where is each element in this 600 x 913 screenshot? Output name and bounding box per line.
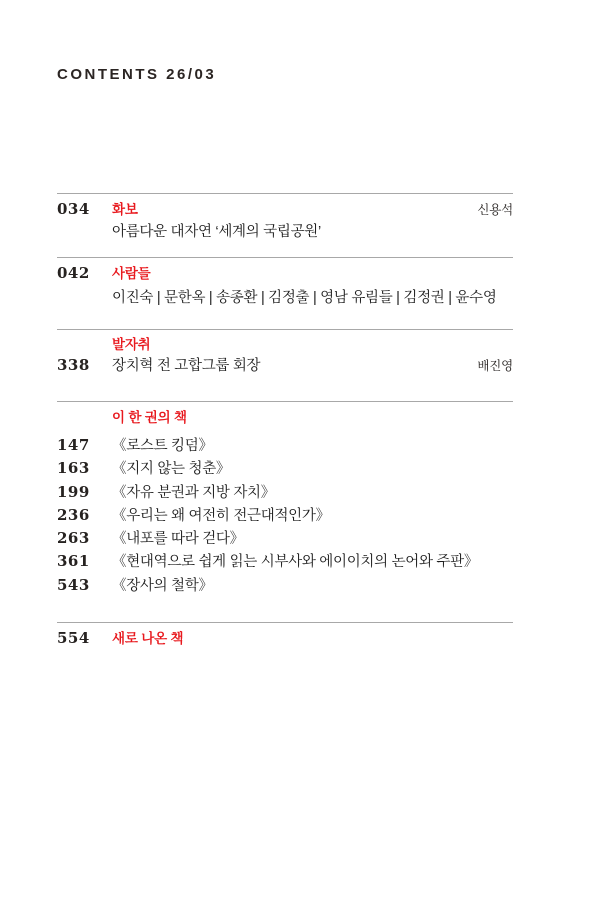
category-label: 사람들 <box>112 266 151 281</box>
category-label: 발자취 <box>112 337 151 352</box>
page-number: 338 <box>57 356 90 374</box>
book-page-number: 543 <box>57 575 90 594</box>
book-list <box>57 434 513 597</box>
book-title: 《우리는 왜 여전히 전근대적인가》 <box>112 507 330 524</box>
book-row <box>57 574 513 597</box>
category-label: 새로 나온 책 <box>112 631 184 646</box>
section-footsteps <box>57 329 513 376</box>
book-row <box>57 504 513 527</box>
book-page-number: 263 <box>57 529 90 548</box>
book-title: 《로스트 킹덤》 <box>112 438 213 454</box>
book-title: 《장사의 철학》 <box>112 577 213 594</box>
entry-row <box>57 409 513 426</box>
entry-row <box>57 222 513 242</box>
book-row <box>57 527 513 550</box>
entry-title: 아름다운 대자연 ‘세계의 국립공원’ <box>112 224 321 240</box>
book-title: 《지지 않는 청춘》 <box>112 461 231 478</box>
entry-row <box>57 336 513 353</box>
book-row <box>57 457 513 480</box>
book-row <box>57 550 513 573</box>
book-title: 《현대역으로 쉽게 읽는 시부사와 에이이치의 논어와 주판》 <box>112 554 479 571</box>
author-name: 신용석 <box>477 203 513 217</box>
book-title: 《자유 분권과 지방 자치》 <box>112 484 275 501</box>
entry-row <box>57 263 513 284</box>
book-row <box>57 434 513 457</box>
book-page-number: 236 <box>57 505 90 524</box>
entry-row <box>57 199 513 220</box>
page-title: CONTENTS 26/03 <box>57 66 217 83</box>
people-names: 이진숙 | 문한옥 | 송종환 | 김정출 | 영남 유림들 | 김정권 | 윤수영 <box>112 290 497 306</box>
page-number: 554 <box>57 629 90 647</box>
section-books <box>57 401 513 597</box>
entry-title: 장치혁 전 고합그룹 회장 <box>112 358 261 374</box>
section-people <box>57 257 513 308</box>
section-new-books <box>57 622 513 649</box>
entry-row <box>57 355 513 376</box>
book-row <box>57 481 513 504</box>
author-name: 배진영 <box>477 359 513 373</box>
page-number: 034 <box>57 200 90 218</box>
book-page-number: 199 <box>57 482 90 501</box>
entry-row <box>57 288 513 308</box>
book-page-number: 163 <box>57 459 90 478</box>
book-page-number: 147 <box>57 436 90 454</box>
entry-row <box>57 628 513 649</box>
page-number: 042 <box>57 264 90 282</box>
book-title: 《내포를 따라 걷다》 <box>112 531 244 548</box>
book-page-number: 361 <box>57 552 90 571</box>
category-label: 이 한 권의 책 <box>112 410 187 425</box>
section-pictorial <box>57 193 513 242</box>
category-label: 화보 <box>112 202 138 217</box>
